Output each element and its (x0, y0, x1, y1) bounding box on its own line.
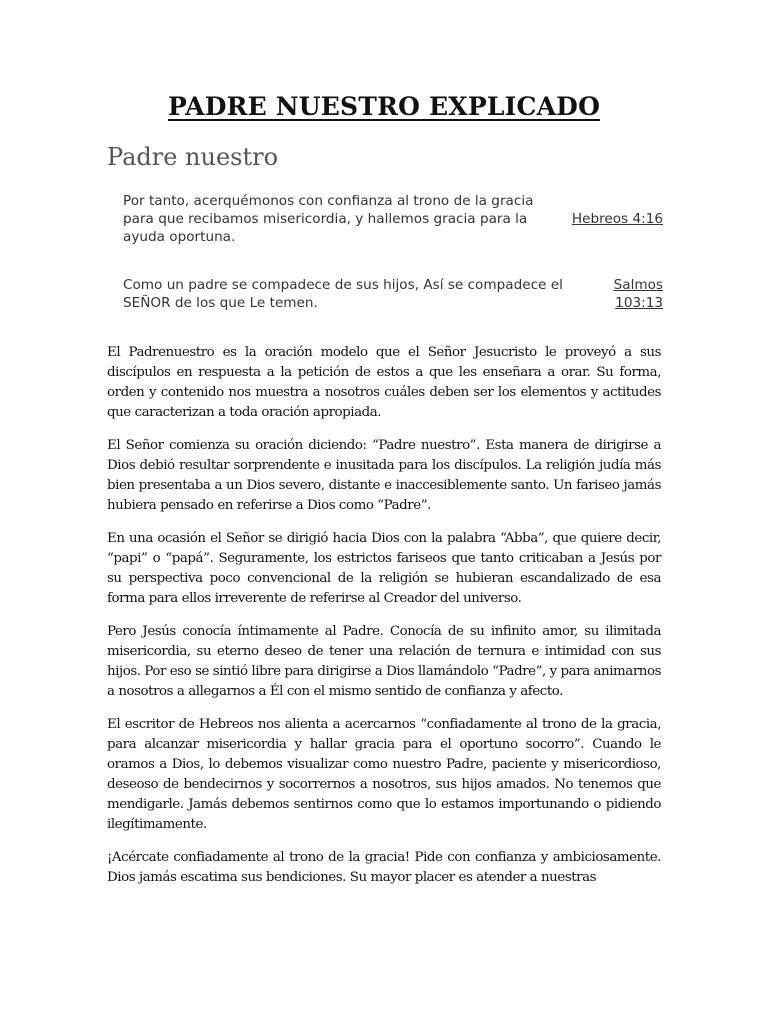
paragraph: En una ocasión el Señor se dirigió hacia Dios con la palabra “Abba”, que quiere decir, “papi” o “papá”. Seguramente, los estrictos fariseos que tanto criticaban a Jesús por su perspectiva poco convencional de la religión se hubieran escandalizado de esa forma para ellos irreverente de referirse al Creador del universo. (107, 531, 661, 606)
paragraph: El Señor comienza su oración diciendo: “Padre nuestro”. Esta manera de dirigirse a Dios debió resultar sorprendente e inusitada para los discípulos. La religión judía más bien presentaba a un Dios severo, distante e inaccesiblemente santo. Un fariseo jamás hubiera pensado en referirse a Dios como “Padre”. (107, 438, 661, 513)
verse-block-1 (123, 192, 663, 246)
paragraph: ¡Acércate confiadamente al trono de la gracia! Pide con confianza y ambiciosamente. Dios jamás escatima sus bendiciones. Su mayor placer es atender a nuestras (107, 850, 661, 885)
section-heading: Padre nuestro (107, 143, 279, 171)
paragraph: El escritor de Hebreos nos alienta a acercarnos “confiadamente al trono de la gracia, para alcanzar misericordia y hallar gracia para el oportuno socorro”. Cuando le oramos a Dios, lo debemos visualizar como nuestro Padre, paciente y misericordioso, deseoso de bendecirnos y socorrernos a nosotros, sus hijos amados. No tenemos que mendigarle. Jamás debemos sentirnos como que lo estamos importunando o pidiendo ilegítimamente. (107, 717, 661, 832)
verse-text: Por tanto, acerquémonos con confianza al trono de la gracia para que recibamos misericordia, y hallemos gracia para la ayuda oportuna. (123, 193, 534, 245)
page-title: PADRE NUESTRO EXPLICADO (167, 92, 601, 121)
verse-reference-link[interactable]: Salmos 103:13 (613, 277, 663, 311)
paragraph: Pero Jesús conocía íntimamente al Padre. Conocía de su infinito amor, su ilimitada misericordia, su eterno deseo de tener una relación de ternura e intimidad con sus hijos. Por eso se sintió libre para dirigirse a Dios llamándolo “Padre”, y para animarnos a nosotros a allegarnos a Él con el mismo sentido de confianza y afecto. (107, 624, 661, 699)
verse-block-2 (123, 276, 663, 312)
verse-text: Como un padre se compadece de sus hijos, Así se compadece el SEÑOR de los que Le temen. (123, 277, 563, 311)
document-body (107, 343, 661, 901)
paragraph: El Padrenuestro es la oración modelo que el Señor Jesucristo le proveyó a sus discípulos en respuesta a la petición de estos a que les enseñara a orar. Su forma, orden y contenido nos muestra a nosotros cuáles deben ser los elementos y actitudes que caracterizan a toda oración apropiada. (107, 345, 661, 420)
verse-reference-link[interactable]: Hebreos 4:16 (571, 211, 663, 227)
